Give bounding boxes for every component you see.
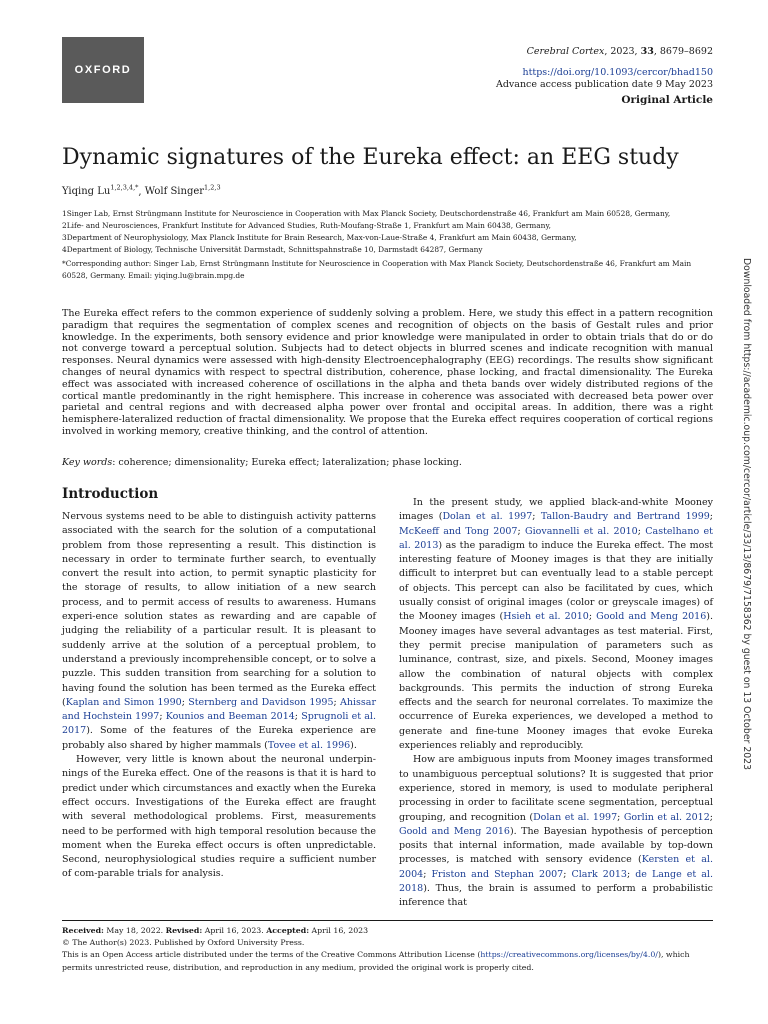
volume-number: 33	[640, 46, 654, 57]
author-affiliation-marks: 1,2,3	[204, 184, 221, 192]
affiliation-4: 4Department of Biology, Technische Universität Darmstadt, Schnittspahnstraße 10, Darmstadt 64287, Germany	[62, 245, 483, 254]
journal-name: Cerebral Cortex	[526, 46, 605, 57]
section-title: Introduction	[62, 486, 159, 502]
revised-label: Revised:	[165, 926, 203, 935]
citation-link[interactable]: Goold and Meng 2016	[399, 825, 510, 837]
citation-link[interactable]: Kounios and Beeman 2014	[165, 711, 295, 723]
accepted-label: Accepted:	[266, 926, 310, 935]
citation-link[interactable]: Kaplan and Simon 1990	[65, 696, 182, 708]
article-history-footer	[62, 925, 722, 974]
affiliation-3: 3Department of Neurophysiology, Max Planck Institute for Brain Research, Max-von-Laue-Straße 4, Frankfurt am Main 60438, Germany,	[62, 233, 577, 242]
citation-link[interactable]: Friston and Stephan 2007	[431, 868, 564, 880]
doi-link[interactable]: https://doi.org/10.1093/cercor/bhad150	[522, 67, 713, 78]
author-line	[62, 184, 221, 197]
license-link[interactable]: https://creativecommons.org/licenses/by/4.0/	[480, 950, 658, 960]
keywords-text: : coherence; dimensionality; Eureka effect; lateralization; phase locking.	[112, 457, 462, 468]
body-column-right	[399, 496, 713, 911]
affiliation-1: 1Singer Lab, Ernst Strüngmann Institute for Neuroscience in Cooperation with Max Planck Society, Deutschordenstraße 46, Frankfurt am Main 60528, Germany,	[62, 209, 671, 218]
paragraph: How are ambiguous inputs from Mooney images transformed to unambiguous perceptual solutions? It is suggested that prior experience, stored in memory, is used to modulate peripheral processing in order to facilitate scene segmentation, perceptual grouping, and recognition (Dolan et al. 1997; Gorlin et al. 2012; Goold and Meng 2016). The Bayesian hypothesis of perception posits that internal information, made available by top-down processes, is matched with sensory evidence (Kersten et al. 2004; Friston and Stephan 2007; Clark 2013; de Lange et al. 2018). Thus, the brain is assumed to perform a probabilistic inference that	[399, 754, 713, 909]
author-name: Yiqing Lu	[62, 186, 111, 198]
accepted-date: April 16, 2023	[309, 926, 369, 935]
citation-link[interactable]: de Lange et al. 2018	[399, 868, 713, 895]
citation-link[interactable]: Ahissar and Hochstein 1997	[62, 696, 376, 723]
keywords-label: Key words	[62, 457, 113, 468]
footer-divider	[62, 920, 713, 921]
author-link-lu[interactable]	[62, 186, 138, 197]
keywords	[62, 457, 462, 468]
revised-date: April 16, 2023.	[202, 926, 267, 935]
advance-access: Advance access publication date 9 May 2023	[495, 79, 713, 90]
citation-link[interactable]: Dolan et al. 1997	[533, 811, 618, 823]
logo-text: OXFORD	[74, 64, 132, 76]
paragraph: Nervous systems need to be able to distinguish activity patterns associated with the search for the solution of a computational problem from those representing a result. This distinction is necessary in order to terminate further search, to eventually convert the result into action, to permit synaptic plasticity for the storage of results, to allow initiation of a new search process, and to permit access of results to awareness. Humans experi-ence solution states as rewarding and are capable of judging the reliability of a particular result. It is pleasant to suddenly arrive at the solution of a perceptual problem, to understand a previously incomprehensible concept, or to solve a puzzle. This sudden transition from searching for a solution to having found the solution has been termed as the Eureka effect (Kaplan and Simon 1990; Sternberg and Davidson 1995; Ahissar and Hochstein 1997; Kounios and Beeman 2014; Sprugnoli et al. 2017). Some of the features of the Eureka experience are probably also shared by higher mammals (Tovee et al. 1996).	[62, 511, 376, 751]
citation-link[interactable]: Sprugnoli et al. 2017	[62, 711, 376, 737]
author-affiliation-marks: 1,2,3,4,*	[110, 184, 139, 192]
citation-link[interactable]: Goold and Meng 2016	[596, 611, 707, 623]
author-name: Wolf Singer	[144, 186, 205, 198]
paragraph: However, very little is known about the neuronal underpin-nings of the Eureka effect. One of the reasons is that it is hard to predict under which circumstances and exactly when the Eureka effect occurs. Investigations of the Eureka effect are fraught with several methodological problems. First, measurements need to be performed with high temporal resolution because the moment when the Eureka effect occurs is often unpredictable. Second, neurophysiological studies require a sufficient number of com-parable trials for analysis.	[62, 754, 376, 880]
author-separator: ,	[138, 186, 145, 198]
citation-link[interactable]: Hsieh et al. 2010	[503, 611, 589, 623]
license-text: This is an Open Access article distributed under the terms of the Creative Commons Attribution License (https://creativecommons.org/licenses/by/4.0/), which permits unrestricted reuse, distribution, and reproduction in any medium, provided the original work is properly cited.	[62, 950, 690, 972]
page-range: , 8679–8692	[653, 46, 713, 57]
citation-line	[527, 45, 713, 59]
citation-link[interactable]: Kersten et al. 2004	[399, 854, 713, 880]
article-type: Original Article	[621, 94, 713, 106]
affiliation-2: 2Life- and Neurosciences, Frankfurt Institute for Advanced Studies, Ruth-Moufang-Straße 1, Frankfurt am Main 60438, Germany,	[62, 221, 551, 230]
author-link-singer[interactable]	[145, 186, 221, 197]
copyright-line: © The Author(s) 2023. Published by Oxford University Press.	[62, 938, 305, 948]
citation-year: , 2023,	[604, 46, 641, 57]
corresponding-author: *Corresponding author: Singer Lab, Ernst Strüngmann Institute for Neuroscience in Cooperation with Max Planck Society, Deutschordenstraße 46, Frankfurt am Main 60528, Germany. Email: yiqing.lu@brain.mpg.de	[62, 259, 692, 280]
citation-link[interactable]: Tovee et al. 1996	[267, 739, 351, 751]
article-title: Dynamic signatures of the Eureka effect: an EEG study	[62, 145, 679, 170]
download-note: Downloaded from https://academic.oup.com/cercor/article/33/13/8679/7158362 by guest on 13 October 2023	[741, 258, 752, 770]
paragraph: In the present study, we applied black-and-white Mooney images (Dolan et al. 1997; Tallon-Baudry and Bertrand 1999; McKeeff and Tong 2007; Giovannelli et al. 2010; Castelhano et al. 2013) as the paradigm to induce the Eureka effect. The most interesting feature of Mooney images is that they are initially difficult to interpret but can eventually lead to a stable percept of objects. This percept can also be facilitated by cues, which usually consist of original images (color or greyscale images) of the Mooney images (Hsieh et al. 2010; Goold and Meng 2016). Mooney images have several advantages as test material. First, they permit precise manipulation of parameters such as luminance, contrast, size, and pixels. Second, Mooney images allow the combination of natural objects with complex backgrounds. This permits the induction of strong Eureka effects and the search for neuronal correlates. To maximize the occurrence of Eureka experiences, we developed a method to generate and fine-tune Mooney images that evoke Eureka experiences reliably and reproducibly.	[399, 497, 714, 752]
citation-link[interactable]: Tallon-Baudry and Bertrand 1999	[540, 511, 710, 523]
citation-link[interactable]: McKeeff and Tong 2007	[399, 525, 518, 537]
citation-link[interactable]: Sternberg and Davidson 1995	[188, 696, 334, 708]
history-line	[62, 925, 722, 937]
download-watermark	[740, 258, 754, 768]
received-date: May 18, 2022.	[103, 926, 166, 935]
citation-link[interactable]: Giovannelli et al. 2010	[525, 525, 638, 537]
citation-link[interactable]: Clark 2013	[571, 868, 627, 880]
oxford-logo[interactable]	[62, 37, 144, 103]
body-column-left	[62, 510, 376, 882]
received-label: Received:	[62, 926, 104, 935]
citation-link[interactable]: Dolan et al. 1997	[442, 511, 533, 523]
citation-link[interactable]: Castelhano et al. 2013	[399, 525, 713, 551]
affiliations	[62, 208, 712, 256]
citation-link[interactable]: Gorlin et al. 2012	[623, 811, 710, 823]
abstract: The Eureka effect refers to the common experience of suddenly solving a problem. Here, we study this effect in a pattern recognition paradigm that requires the segmentation of complex scenes and recognition of objects on the basis of Gestalt rules and prior knowledge. In the experiments, both sensory evidence and prior knowledge were manipulated in order to obtain trials that do or do not converge toward a perceptual solution. Subjects had to detect objects in blurred scenes and indicate recognition with manual responses. Neural dynamics were assessed with high-density Electroencephalography (EEG) recordings. The results show significant changes of neural dynamics with respect to spectral distribution, coherence, phase locking, and fractal dimensionality. The Eureka effect was associated with increased coherence of oscillations in the alpha and theta bands over widely distributed regions of the cortical mantle predominantly in the right hemisphere. This increase in coherence was associated with decreased beta power over parietal and central regions and with decreased alpha power over frontal and occipital areas. In addition, there was a right hemisphere-lateralized reduction of fractal dimensionality. We propose that the Eureka effect requires cooperation of cortical regions involved in working memory, creative thinking, and the control of attention.	[62, 308, 713, 437]
